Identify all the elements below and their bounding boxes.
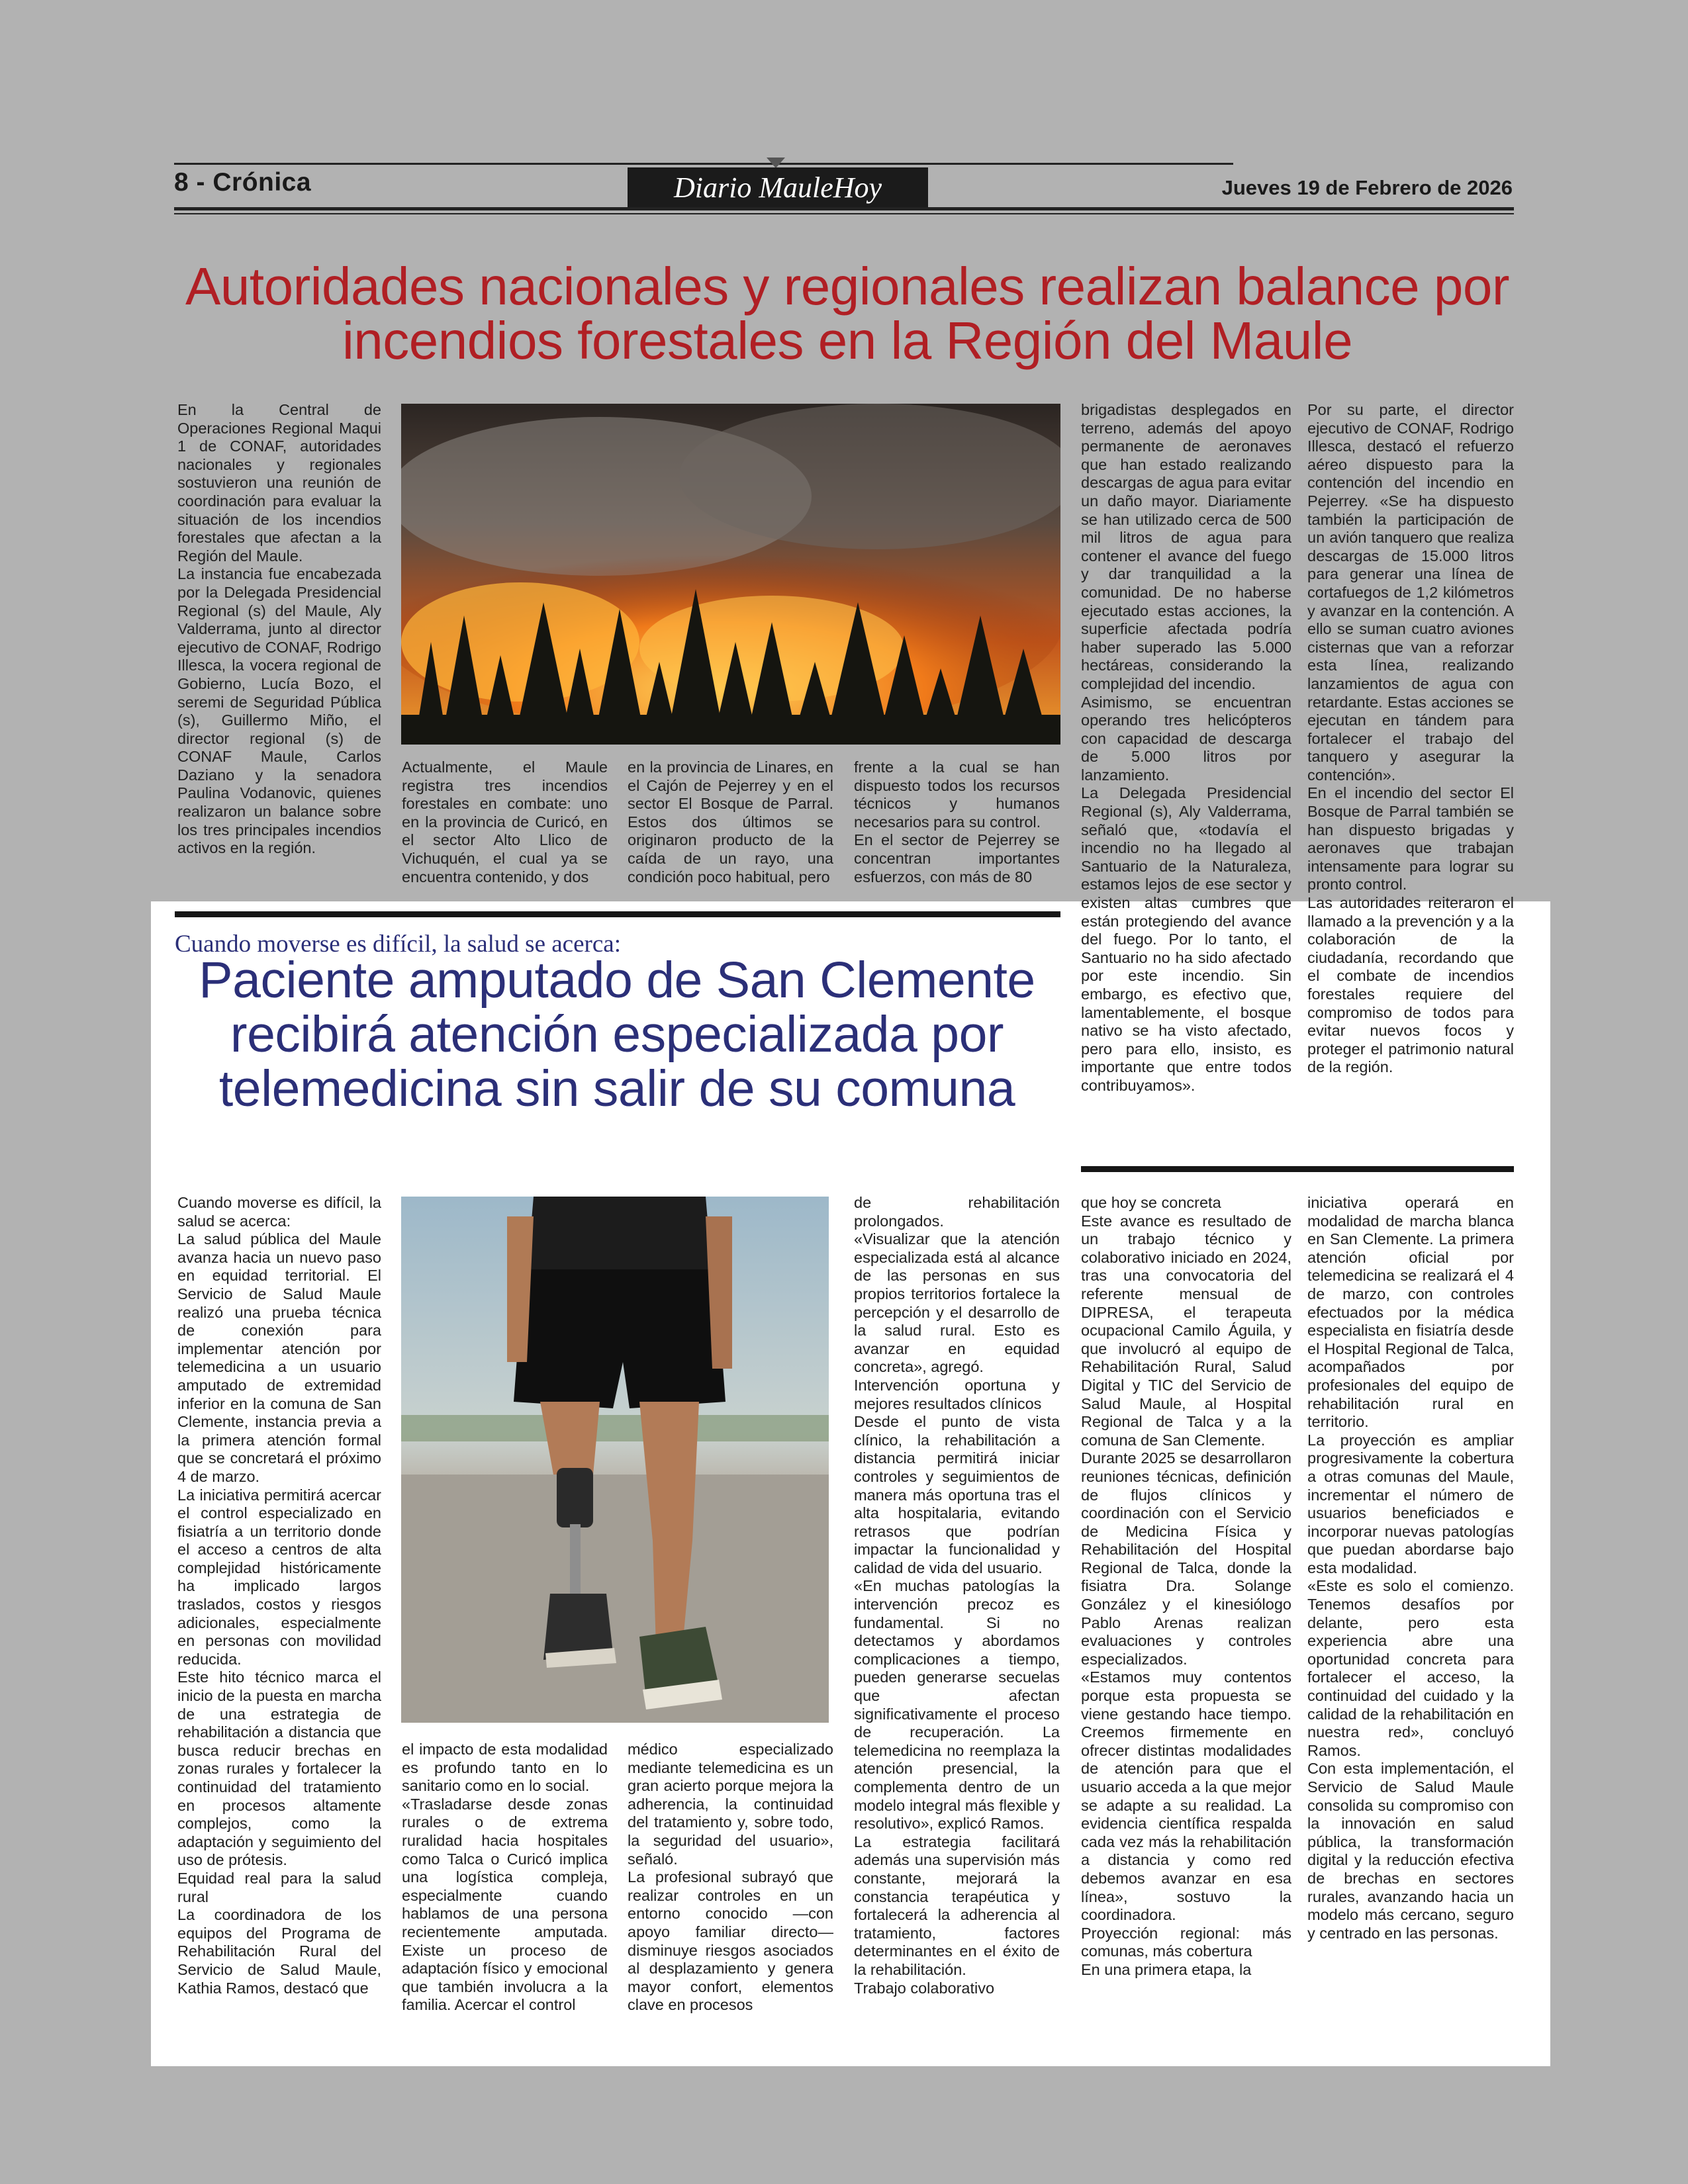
article2-column-4: de rehabilitación prolongados. «Visualizar que la atención especializada está al alcance de las personas en sus propios territorios fortalece la percepción y el desarrollo de la salud rural. Esto es avanzar en equidad concreta», agregó. Intervención oportuna y mejores resultados clínicos Desde el punto de vista clínico, la rehabilitación a distancia permitirá iniciar controles y seguimientos de manera más oportuna tras el alta hospitalaria, evitando retrasos que podrían impactar la funcionalidad y calidad de vida del usuario. «En muchas patologías la intervención precoz es fundamental. Si no detectamos y abordamos complicaciones a tiempo, pueden generarse secuelas que afectan significativamente el proceso de recuperación. La telemedicina no reemplaza la atención presencial, la complementa dentro de un modelo integral más flexible y resolutivo», explicó Ramos. La estrategia facilitará además una supervisión más constante, mejorará la constancia terapéutica y fortalecerá la adherencia al tratamiento, factores determinantes en el éxito de la rehabilitación. Trabajo colaborativo bbox=[854, 1194, 1060, 1997]
article2-top-rule bbox=[175, 911, 1060, 917]
newspaper-logo: Diario MauleHoy bbox=[628, 167, 928, 208]
article2-kicker: Cuando moverse es difícil, la salud se acerca: bbox=[175, 931, 621, 958]
article1-column-3: en la provincia de Linares, en el Cajón de Pejerrey y en el sector El Bosque de Parral. Estos dos últimos se originaron producto de la caída de un rayo, una condición poco habitual, pero bbox=[628, 758, 833, 886]
article1-column-2: Actualmente, el Maule registra tres incendios forestales en combate: uno en la provincia de Curicó, en el sector Alto Llico de Vichuquén, el cual ya se encuentra contenido, y dos bbox=[402, 758, 608, 886]
article2-column-5: que hoy se concreta Este avance es resultado de un trabajo técnico y colaborativo iniciado en 2024, tras una convocatoria del referente mensual de DIPRESA, el terapeuta ocupacional Camilo Águila, y que involucró al equipo de Rehabilitación Rural, Salud Digital y TIC del Servicio de Salud Maule, al Hospital Regional de Talca y a la comuna de San Clemente. Durante 2025 se desarrollaron reuniones técnicas, definición de flujos clínicos y coordinación con el Servicio de Medicina Física y Rehabilitación del Hospital Regional de Talca, donde la fisiatra Dra. Solange González y el kinesiólogo Pablo Arenas realizan evaluaciones y controles especializados. «Estamos muy contentos porque esta propuesta se viene gestando hace tiempo. Creemos firmemente en ofrecer distintas modalidades de atención para que el usuario acceda a la que mejor se adapte a su realidad. La evidencia científica respalda cada vez más la rehabilitación a distancia y como red debemos avanzar en esa línea», sostuvo la coordinadora. Proyección regional: más comunas, más cobertura En una primera etapa, la bbox=[1081, 1194, 1291, 1978]
amputee-runner-photo bbox=[401, 1197, 829, 1723]
article1-column-1: En la Central de Operaciones Regional Maqui 1 de CONAF, autoridades nacionales y regionales sostuvieron una reunión de coordinación para evaluar la situación de los incendios forestales que afectan a la Región del Maule. La instancia fue encabezada por la Delegada Presidencial Regional (s) del Maule, Aly Valderrama, junto al director ejecutivo de CONAF, Rodrigo Illesca, la vocera regional de Gobierno, Lucía Bozo, el seremi de Seguridad Pública (s), Guillermo Miño, el director regional (s) de CONAF Maule, Carlos Daziano y la senadora Paulina Vodanovic, quienes realizaron un balance sobre los tres principales incendios activos en la región. bbox=[177, 401, 381, 857]
article1-headline: Autoridades nacionales y regionales realizan balance por incendios forestales en la Región del Maule bbox=[185, 257, 1509, 370]
article2-column-3: médico especializado mediante telemedicina es un gran acierto porque mejora la adherencia, la continuidad del tratamiento y, sobre todo, la seguridad del usuario», señaló. La profesional subrayó que realizar controles en un entorno conocido —con apoyo familiar directo— disminuye riesgos asociados al desplazamiento y genera mayor confort, elementos clave en procesos bbox=[628, 1741, 833, 2014]
masthead-bottom-rule-thin bbox=[174, 213, 1514, 214]
article2-column-2: el impacto de esta modalidad es profundo tanto en lo sanitario como en lo social. «Trasladarse desde zonas rurales o de extrema ruralidad hacia hospitales como Talca o Curicó implica una logística compleja, especialmente cuando hablamos de una persona recientemente amputada. Existe un proceso de adaptación físico y emocional que también involucra a la familia. Acercar el control bbox=[402, 1741, 608, 2014]
article2-column-1: Cuando moverse es difícil, la salud se acerca: La salud pública del Maule avanza hacia un nuevo paso en equidad territorial. El Servicio de Salud Maule realizó una prueba técnica de conexión para implementar atención por telemedicina a un usuario amputado de extremidad inferior en la comuna de San Clemente, instancia previa a la primera atención formal que se concretará el próximo 4 de marzo. La iniciativa permitirá acercar el control especializado en fisiatría a un territorio donde el acceso a centros de alta complejidad históricamente ha implicado largos traslados, costos y riesgos adicionales, especialmente en personas con movilidad reducida. Este hito técnico marca el inicio de la puesta en marcha de una estrategia de rehabilitación a distancia que busca reducir brechas en zonas rurales y fortalecer la continuidad del tratamiento en procesos altamente complejos, como la adaptación y seguimiento del uso de prótesis. Equidad real para la salud rural La coordinadora de los equipos del Programa de Rehabilitación Rural del Servicio de Salud Maule, Kathia Ramos, destacó que bbox=[177, 1194, 381, 1997]
logo-mark-icon bbox=[767, 158, 785, 168]
article1-end-rule bbox=[1081, 1166, 1514, 1172]
article2-column-6: iniciativa operará en modalidad de marcha blanca en San Clemente. La primera atención oficial por telemedicina se realizará el 4 de marzo, con controles efectuados por la médica especialista en fisiatría desde el Hospital Regional de Talca, acompañados por profesionales del equipo de rehabilitación rural en territorio. La proyección es ampliar progresivamente la cobertura a otras comunas del Maule, incrementar el número de usuarios beneficiados e incorporar nuevas patologías que puedan abordarse bajo esta modalidad. «Este es solo el comienzo. Tenemos desafíos por delante, pero esta experiencia abre una oportunidad concreta para fortalecer el acceso, la continuidad del cuidado y la calidad de la rehabilitación en nuestra red», concluyó Ramos. Con esta implementación, el Servicio de Salud Maule consolida su compromiso con la innovación en salud pública, la transformación digital y la reducción efectiva de brechas en sectores rurales, avanzando hacia un modelo más cercano, seguro y centrado en las personas. bbox=[1307, 1194, 1514, 1942]
article1-column-4: frente a la cual se han dispuesto todos los recursos técnicos y humanos necesarios para su control. En el sector de Pejerrey se concentran importantes esfuerzos, con más de 80 bbox=[854, 758, 1060, 886]
page-section-label: 8 - Crónica bbox=[174, 168, 312, 197]
issue-date: Jueves 19 de Febrero de 2026 bbox=[1221, 176, 1513, 199]
masthead-top-rule bbox=[174, 163, 1233, 165]
article1-column-5: brigadistas desplegados en terreno, además del apoyo permanente de aeronaves que han estado realizando descargas de agua para evitar un daño mayor. Diariamente se han utilizado cerca de 500 mil litros de agua para contener el avance del fuego y dar tranquilidad a la comunidad. De no haberse ejecutado estas acciones, la superficie afectada podría haber superado las 5.000 hectáreas, considerando la complejidad del incendio. Asimismo, se encuentran operando tres helicópteros con capacidad de descarga de 5.000 litros por lanzamiento. La Delegada Presidencial Regional (s), Aly Valderrama, señaló que, «todavía el incendio no ha llegado al Santuario de la Naturaleza, estamos lejos de ese sector y existen altas cumbres que están protegiendo del avance del fuego. Por lo tanto, el Santuario no ha sido afectado por este incendio. Sin embargo, es efectivo que, lamentablemente, el bosque nativo se ha visto afectado, pero para ello, insisto, es importante que entre todos contribuyamos». bbox=[1081, 401, 1291, 1094]
article1-column-6: Por su parte, el director ejecutivo de CONAF, Rodrigo Illesca, destacó el refuerzo aéreo dispuesto para la contención del incendio en Pejerrey. «Se ha dispuesto también la participación de un avión tanquero que realiza descargas de 15.000 litros para generar una línea de cortafuegos de 1,2 kilómetros y avanzar en la contención. A ello se suman cuatro aviones cisternas que van a reforzar esta línea, realizando lanzamientos de agua con retardante. Estas acciones se ejecutan en tándem para fortalecer el trabajo del tanquero y asegurar la contención». En el incendio del sector El Bosque de Parral también se han dispuesto brigadas y aeronaves que trabajan intensamente para lograr su pronto control. Las autoridades reiteraron el llamado a la prevención y a la colaboración de la ciudadanía, recordando que el combate de incendios forestales requiere del compromiso de todos para evitar nuevos focos y proteger el patrimonio natural de la región. bbox=[1307, 401, 1514, 1076]
article2-headline: Paciente amputado de San Clemente recibirá atención especializada por telemedicina sin salir de su comuna bbox=[199, 952, 1035, 1117]
forest-fire-photo bbox=[401, 404, 1060, 745]
masthead-bottom-rule bbox=[174, 207, 1514, 210]
